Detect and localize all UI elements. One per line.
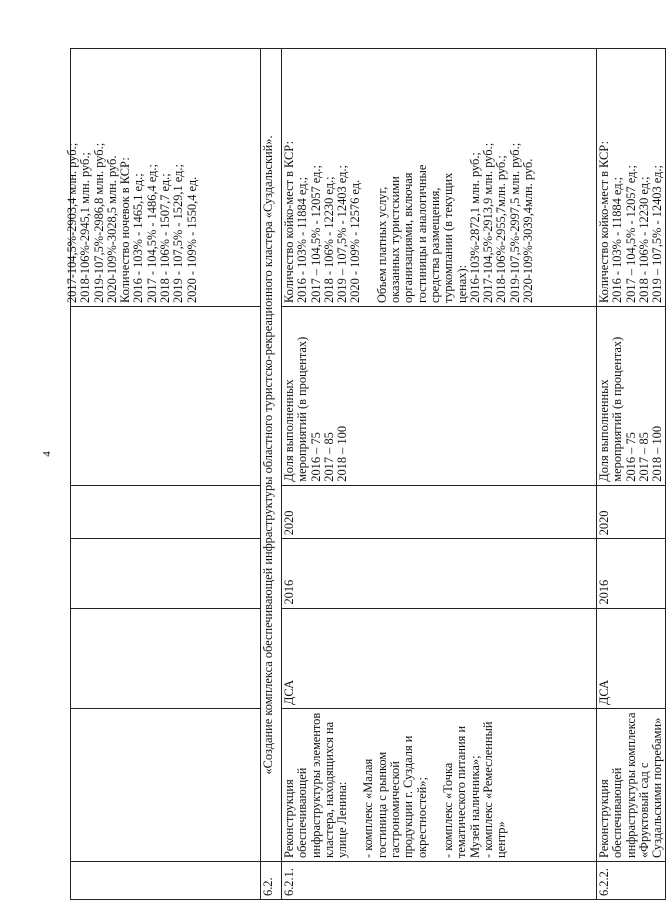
text-line: 2018 – 100 xyxy=(650,425,665,482)
text-line: тематического питания и xyxy=(454,725,469,859)
text-line: гастрономической xyxy=(388,761,403,859)
text-line: 2016 - 103% - 11884 ед.; xyxy=(610,176,625,304)
text-line: центр» xyxy=(494,821,509,859)
text-line: «Фруктовый сад с xyxy=(636,762,651,859)
row-end-year: 2020 xyxy=(282,485,597,539)
text-line: кластера, находящихся на xyxy=(321,721,336,859)
row-start-year: 2016 xyxy=(282,539,597,608)
text-line: обеспечивающей xyxy=(610,767,625,859)
text-line: 2018-106%-2945,1 млн. руб.; xyxy=(78,152,93,304)
text-line: 2018 – 100 xyxy=(335,425,350,482)
text-line: 2019 – 107,5% - 12403 ед.; xyxy=(650,165,665,304)
text-line: окрестностей»; xyxy=(414,777,429,859)
continued-result-cell xyxy=(65,49,261,307)
text-line: 2018 - 106% - 12230 ед.; xyxy=(636,176,651,304)
text-line: ценах): xyxy=(454,264,469,304)
text-line: гостиницы и аналогичные xyxy=(414,164,429,304)
text-line: 2020 - 109% - 1550,4 ед. xyxy=(184,176,199,304)
row-executor: ДСА xyxy=(597,608,666,709)
row-name xyxy=(597,709,666,862)
row-executor: ДСА xyxy=(282,608,597,709)
text-line: 2020-109%-3028,5 млн. руб. xyxy=(104,155,119,304)
text-line: Объем платных услуг, xyxy=(374,186,389,304)
text-line: 2016 - 103% - 11884 ед.; xyxy=(295,176,310,304)
text-line: средства размещения, xyxy=(427,187,442,304)
section-title: «Создание комплекса обеспечивающей инфраструктуры областного туристско-рекреационного кластера «Суздальский». xyxy=(261,49,282,862)
text-line: 2017 – 104,5% - 12057 ед.; xyxy=(623,165,638,304)
text-line: гостиница с рынком xyxy=(374,751,389,859)
text-line: организациями, включая xyxy=(401,172,416,304)
cell-empty xyxy=(71,485,261,539)
cell-empty xyxy=(71,608,261,709)
row-end-year: 2020 xyxy=(597,485,666,539)
text-line: Доля выполненных xyxy=(282,379,296,482)
line-gap xyxy=(363,52,376,303)
text-line: 2019 – 107,5% - 12403 ед.; xyxy=(335,165,350,304)
text-line: инфраструктуры элементов xyxy=(308,712,323,859)
text-line: - комплекс «Малая xyxy=(361,758,376,859)
text-line: Количество койко-мест в КСР: xyxy=(597,140,611,304)
row-number: 6.2.2. xyxy=(597,862,666,900)
text-line: Суздальскими погребами» xyxy=(650,717,665,859)
text-line: улице Ленина: xyxy=(335,781,350,859)
text-line: 2017 – 104,5% - 12057 ед.; xyxy=(308,165,323,304)
row-name xyxy=(282,709,597,862)
rotated-table-sheet xyxy=(65,48,665,900)
text-line: Реконструкция xyxy=(282,779,296,859)
text-line: Количество койко-мест в КСР: xyxy=(282,140,296,304)
row-result xyxy=(282,49,597,307)
table-row xyxy=(597,49,666,900)
text-line: Музей наличника»; xyxy=(467,755,482,859)
text-line: 2017 – 85 xyxy=(321,432,336,482)
row-result xyxy=(597,49,666,307)
text-line: 2017-104,5%-2913,9 млн. руб.; xyxy=(481,142,496,304)
row-indicator xyxy=(597,307,666,486)
page-number: 4 xyxy=(40,451,53,457)
text-line: 2019 - 107,5% - 1529,1 ед.; xyxy=(171,164,186,304)
continued-row xyxy=(71,49,261,900)
text-line: инфраструктуры комплекса xyxy=(623,712,638,859)
cell-empty xyxy=(71,862,261,900)
text-line: - комплекс «Ремесленный xyxy=(480,721,495,859)
text-line: Реконструкция xyxy=(597,779,611,859)
text-line: Количество ночевок в КСР: xyxy=(118,157,133,304)
cell-empty xyxy=(71,307,261,486)
text-line: Доля выполненных xyxy=(597,379,611,482)
text-line: продукции г. Суздаля и xyxy=(401,735,416,859)
text-line: 2016 – 75 xyxy=(308,432,323,482)
text-line: - комплекс «Точка xyxy=(440,762,455,859)
text-line: 2016-103%-2872,1 млн. руб.; xyxy=(467,152,482,304)
text-line: мероприятий (в процентах) xyxy=(295,336,310,482)
text-line: 2017-104,5%-2903,4 млн. руб.; xyxy=(65,142,79,304)
text-line: 2016 – 75 xyxy=(623,432,638,482)
text-line: 2016 - 103% - 1465,1 ед.; xyxy=(131,173,146,304)
text-line: 2020-109%-3039,4млн. руб. xyxy=(521,158,536,304)
text-line: 2017 - 104,5% - 1486,4 ед.; xyxy=(144,164,159,304)
cell-empty xyxy=(71,539,261,608)
text-line: 2019-107,5%-2997,5 млн. руб.; xyxy=(507,142,522,304)
continued-result-lines xyxy=(66,52,199,303)
text-line: 2019-107,5%-2986,8 млн. руб.; xyxy=(91,142,106,304)
row-indicator xyxy=(282,307,597,486)
text-line: 2020 - 109% - 12576 ед. xyxy=(348,179,363,304)
text-line: 2018 - 106% - 12230 ед.; xyxy=(321,176,336,304)
cell-empty xyxy=(71,709,261,862)
text-line: 2017 – 85 xyxy=(636,432,651,482)
text-line: обеспечивающей xyxy=(295,767,310,859)
text-line: оказанных туристскими xyxy=(388,176,403,304)
text-line: 2018 - 106% - 1507,7 ед.; xyxy=(158,173,173,304)
section-row xyxy=(261,49,282,900)
program-table xyxy=(65,48,666,900)
text-line: мероприятий (в процентах) xyxy=(610,336,625,482)
section-number: 6.2. xyxy=(261,862,282,900)
table-row xyxy=(282,49,597,900)
row-start-year: 2016 xyxy=(597,539,666,608)
row-number: 6.2.1. xyxy=(282,862,597,900)
text-line: туркомпании (в текущих xyxy=(441,172,456,304)
text-line: 2018-106%-2955,7млн. руб.; xyxy=(494,155,509,304)
